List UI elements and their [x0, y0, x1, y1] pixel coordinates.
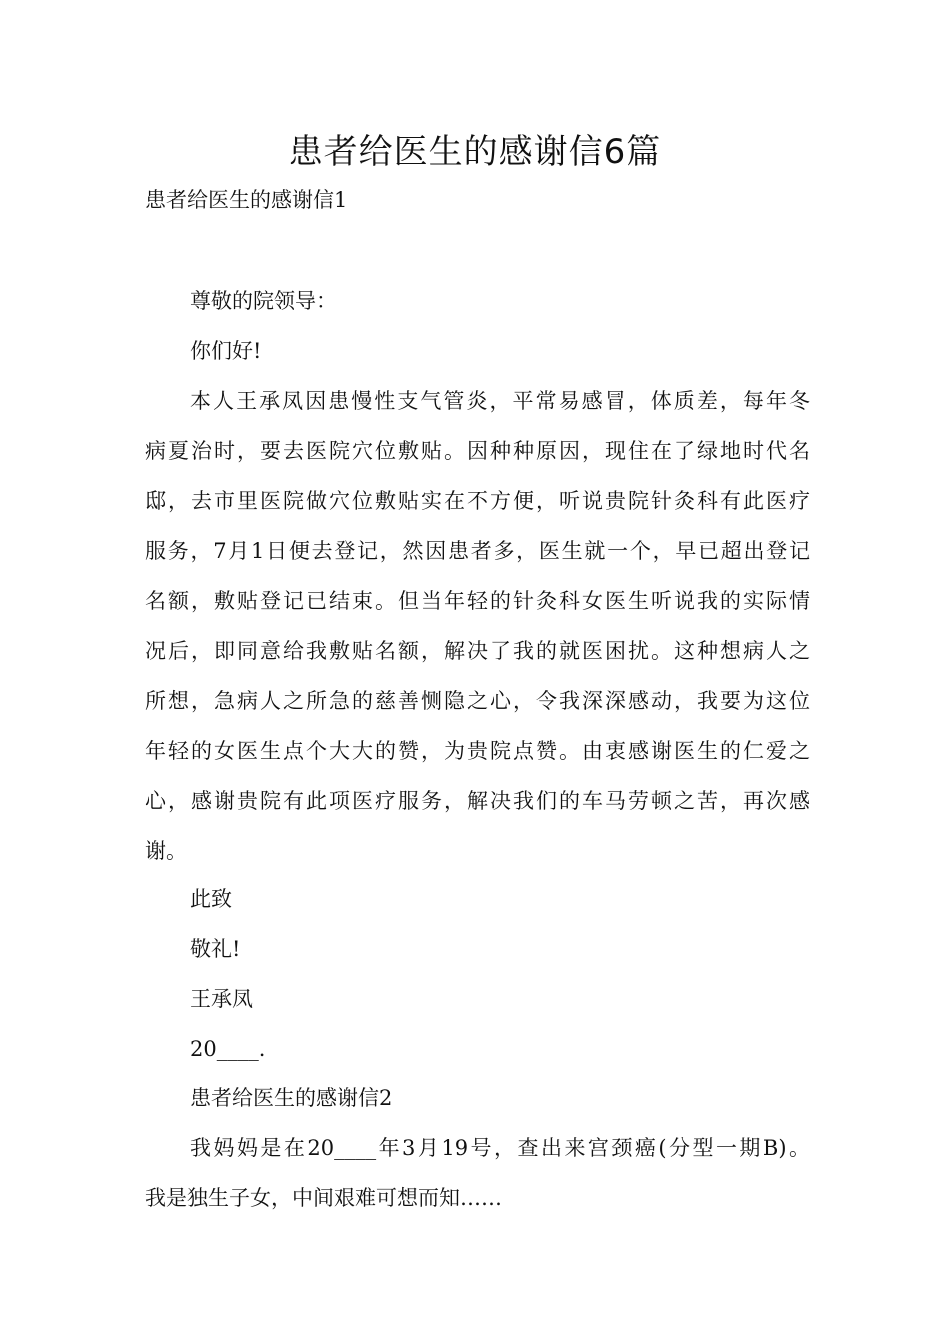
- body-line: 名额，敷贴登记已结束。但当年轻的针灸科女医生听说我的实际情: [145, 589, 810, 613]
- closing-line-2: 敬礼!: [190, 937, 241, 961]
- body-line: 谢。: [145, 839, 187, 863]
- body-line: 服务，7月1日便去登记，然因患者多，医生就一个，早已超出登记: [145, 539, 810, 563]
- body-line: 况后，即同意给我敷贴名额，解决了我的就医困扰。这种想病人之: [145, 639, 810, 663]
- signature: 王承凤: [190, 987, 253, 1011]
- body-line: 本人王承凤因患慢性支气管炎，平常易感冒，体质差，每年冬: [190, 389, 810, 413]
- letter-1-heading: 患者给医生的感谢信1: [145, 188, 348, 212]
- salutation: 尊敬的院领导：: [190, 289, 337, 313]
- letter-2-line: 我妈妈是在20____年3月19号，查出来宫颈癌(分型一期B)。: [190, 1136, 810, 1160]
- date: 20____.: [190, 1037, 266, 1061]
- body-line: 邸，去市里医院做穴位敷贴实在不方便，听说贵院针灸科有此医疗: [145, 489, 810, 513]
- closing-line-1: 此致: [190, 887, 232, 911]
- greeting: 你们好!: [190, 339, 262, 363]
- body-line: 所想，急病人之所急的慈善恻隐之心，令我深深感动，我要为这位: [145, 689, 810, 713]
- body-line: 病夏治时，要去医院穴位敷贴。因种种原因，现住在了绿地时代名: [145, 439, 810, 463]
- document-title: 患者给医生的感谢信6篇: [288, 132, 662, 172]
- body-line: 年轻的女医生点个大大的赞，为贵院点赞。由衷感谢医生的仁爱之: [145, 739, 810, 763]
- body-line: 心，感谢贵院有此项医疗服务，解决我们的车马劳顿之苦，再次感: [145, 789, 810, 813]
- letter-2-line: 我是独生子女，中间艰难可想而知……: [145, 1186, 502, 1210]
- letter-2-heading: 患者给医生的感谢信2: [190, 1086, 393, 1110]
